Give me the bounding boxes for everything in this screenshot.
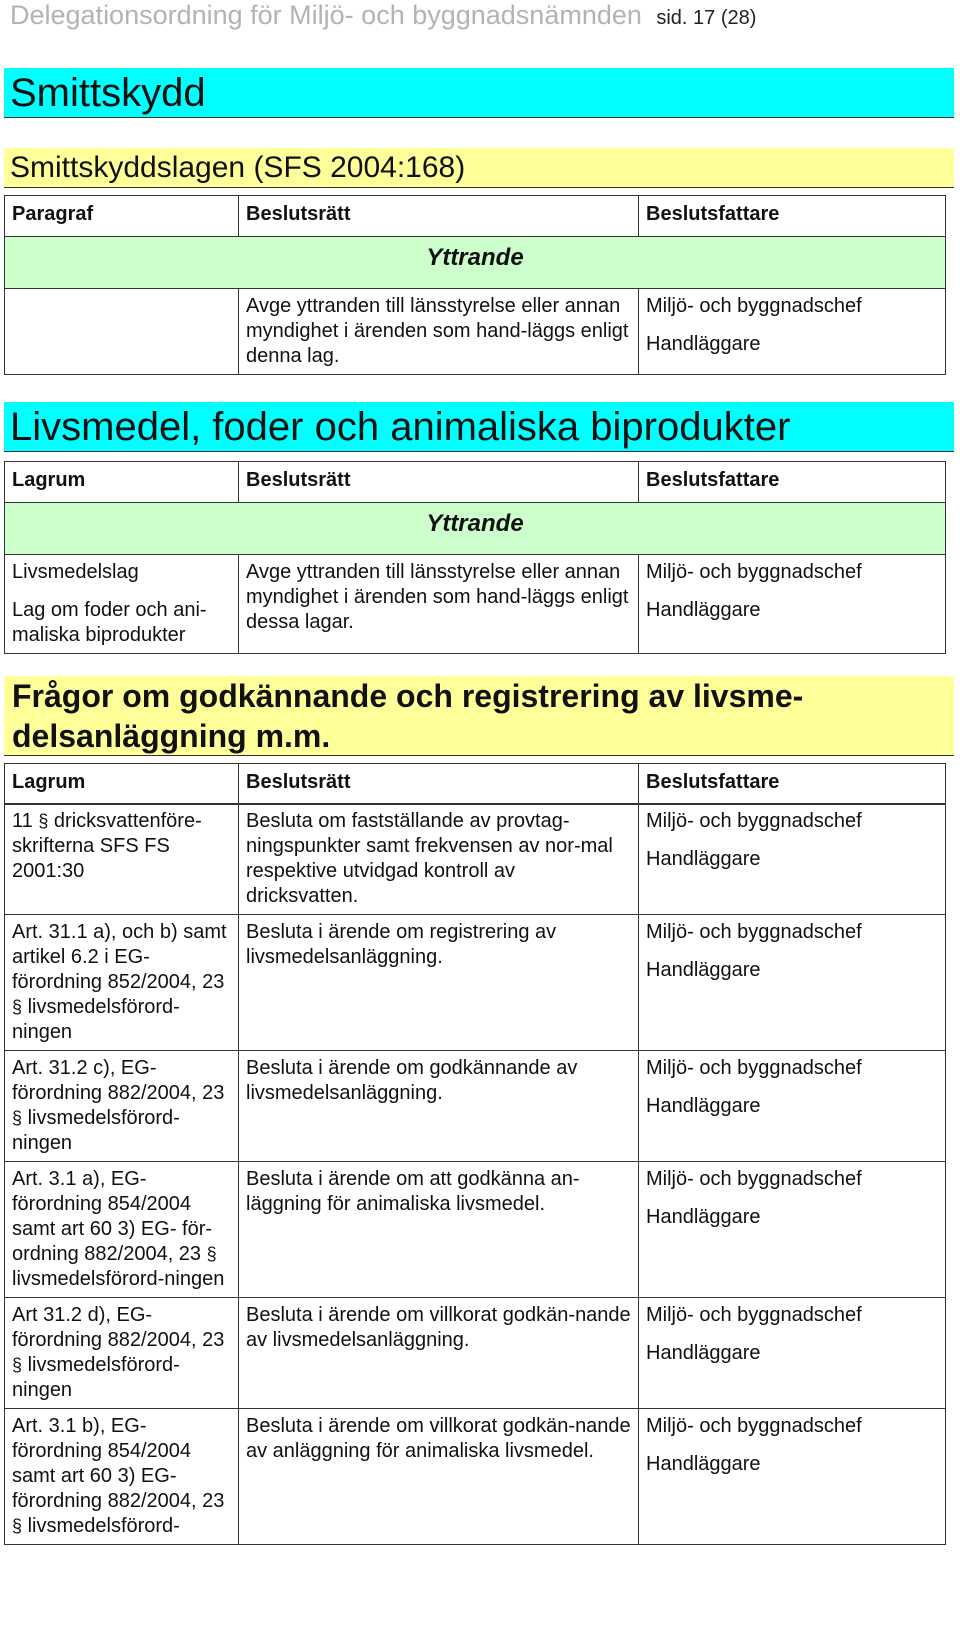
table-row <box>5 1409 946 1545</box>
page-number: sid. 17 (28) <box>656 7 757 29</box>
column-header: Lagrum <box>5 462 239 503</box>
decision-maker: Handläggare <box>646 959 761 981</box>
delegation-table-godkannande-body <box>4 803 946 1545</box>
law-reference: Lag om foder och ani-maliska biprodukter <box>12 599 207 646</box>
table-header-row <box>5 462 946 503</box>
table-row <box>5 1051 946 1162</box>
table-row <box>5 555 946 654</box>
column-header: Beslutsrätt <box>239 764 639 805</box>
decision-right-cell: Avge yttranden till länsstyrelse eller annan myndighet i ärenden som hand-läggs enligt dessa lagar. <box>239 555 639 654</box>
decision-maker: Miljö- och byggnadschef <box>646 1304 862 1326</box>
section-sign-icon: § <box>38 811 49 831</box>
table-header-row <box>5 764 946 805</box>
decision-maker: Handläggare <box>646 1206 761 1228</box>
decision-maker: Miljö- och byggnadschef <box>646 561 862 583</box>
decision-maker: Miljö- och byggnadschef <box>646 1168 862 1190</box>
law-reference-cell: Art. 3.1 a), EG-förordning 854/2004 samt art 60 3) EG- för-ordning 882/2004, 23 § livsmedelsförord-ningen <box>5 1162 239 1298</box>
section-sign-icon: § <box>206 1244 217 1264</box>
table-row <box>5 915 946 1051</box>
subheading-yttrande: Yttrande <box>5 237 946 289</box>
decision-maker: Handläggare <box>646 333 761 355</box>
table-row <box>5 804 946 915</box>
decision-right-cell: Besluta i ärende om att godkänna an-läggning för animaliska livsmedel. <box>239 1162 639 1298</box>
document-title: Delegationsordning för Miljö- och byggnadsnämnden <box>10 0 642 30</box>
decision-maker: Handläggare <box>646 1342 761 1364</box>
decision-maker: Handläggare <box>646 848 761 870</box>
subheading-row <box>5 503 946 555</box>
decision-maker-cell <box>639 1298 946 1409</box>
section-heading-smittskydd: Smittskydd <box>4 68 954 118</box>
section-sign-icon: § <box>12 1355 23 1375</box>
decision-right-cell: Besluta i ärende om godkännande av livsmedelsanläggning. <box>239 1051 639 1162</box>
table-row <box>5 289 946 375</box>
decision-maker: Handläggare <box>646 599 761 621</box>
decision-maker: Miljö- och byggnadschef <box>646 1415 862 1437</box>
decision-maker: Miljö- och byggnadschef <box>646 921 862 943</box>
decision-maker-cell <box>639 1409 946 1545</box>
decision-right-cell: Besluta i ärende om villkorat godkän-nande av livsmedelsanläggning. <box>239 1298 639 1409</box>
decision-right-cell: Avge yttranden till länsstyrelse eller annan myndighet i ärenden som hand-läggs enligt denna lag. <box>239 289 639 375</box>
decision-right-cell: Besluta i ärende om registrering av livsmedelsanläggning. <box>239 915 639 1051</box>
decision-maker: Handläggare <box>646 1453 761 1475</box>
law-reference-cell: Art. 31.2 c), EG-förordning 882/2004, 23 § livsmedelsförord-ningen <box>5 1051 239 1162</box>
column-header: Beslutsrätt <box>239 462 639 503</box>
decision-maker: Miljö- och byggnadschef <box>646 295 862 317</box>
law-reference: Livsmedelslag <box>12 561 139 583</box>
law-reference-cell: 11 § dricksvattenföre-skrifterna SFS FS 2001:30 <box>5 804 239 915</box>
decision-maker: Miljö- och byggnadschef <box>646 810 862 832</box>
decision-maker-cell <box>639 804 946 915</box>
page-header <box>10 0 756 31</box>
column-header: Paragraf <box>5 196 239 237</box>
decision-maker-cell <box>639 915 946 1051</box>
table-row <box>5 1298 946 1409</box>
decision-right-cell: Besluta i ärende om villkorat godkän-nande av anläggning för animaliska livsmedel. <box>239 1409 639 1545</box>
law-reference-cell: Art. 31.1 a), och b) samt artikel 6.2 i EG-förordning 852/2004, 23 § livsmedelsförord-ningen <box>5 915 239 1051</box>
column-header: Beslutsrätt <box>239 196 639 237</box>
law-reference-cell <box>5 555 239 654</box>
column-header: Lagrum <box>5 764 239 805</box>
decision-maker: Handläggare <box>646 1095 761 1117</box>
section-heading-livsmedel: Livsmedel, foder och animaliska biprodukter <box>4 402 954 452</box>
decision-maker-cell <box>639 289 946 375</box>
law-reference-cell: Art. 3.1 b), EG-förordning 854/2004 samt art 60 3) EG-förordning 882/2004, 23 § livsmedelsförord- <box>5 1409 239 1545</box>
section-sign-icon: § <box>12 997 23 1017</box>
decision-maker-cell <box>639 1051 946 1162</box>
table-header-row <box>5 196 946 237</box>
decision-right-cell: Besluta om fastställande av provtag-ningspunkter samt frekvensen av nor-mal respektive utvidgad kontroll av dricksvatten. <box>239 804 639 915</box>
decision-maker: Miljö- och byggnadschef <box>646 1057 862 1079</box>
table-row <box>5 1162 946 1298</box>
paragraph-cell <box>5 289 239 375</box>
delegation-table-godkannande <box>4 763 946 805</box>
column-header: Beslutsfattare <box>639 462 946 503</box>
section-sign-icon: § <box>12 1516 23 1536</box>
section-heading-godkannande: Frågor om godkännande och registrering av livsme-delsanläggning m.m. <box>4 676 954 756</box>
delegation-table-livsmedel <box>4 461 946 654</box>
section-sign-icon: § <box>12 1108 23 1128</box>
delegation-table-smittskydd <box>4 195 946 375</box>
column-header: Beslutsfattare <box>639 764 946 805</box>
law-reference-cell: Art 31.2 d), EG-förordning 882/2004, 23 § livsmedelsförord-ningen <box>5 1298 239 1409</box>
decision-maker-cell <box>639 1162 946 1298</box>
law-heading-smittskyddslagen: Smittskyddslagen (SFS 2004:168) <box>4 148 954 188</box>
column-header: Beslutsfattare <box>639 196 946 237</box>
subheading-row <box>5 237 946 289</box>
decision-maker-cell <box>639 555 946 654</box>
subheading-yttrande: Yttrande <box>5 503 946 555</box>
